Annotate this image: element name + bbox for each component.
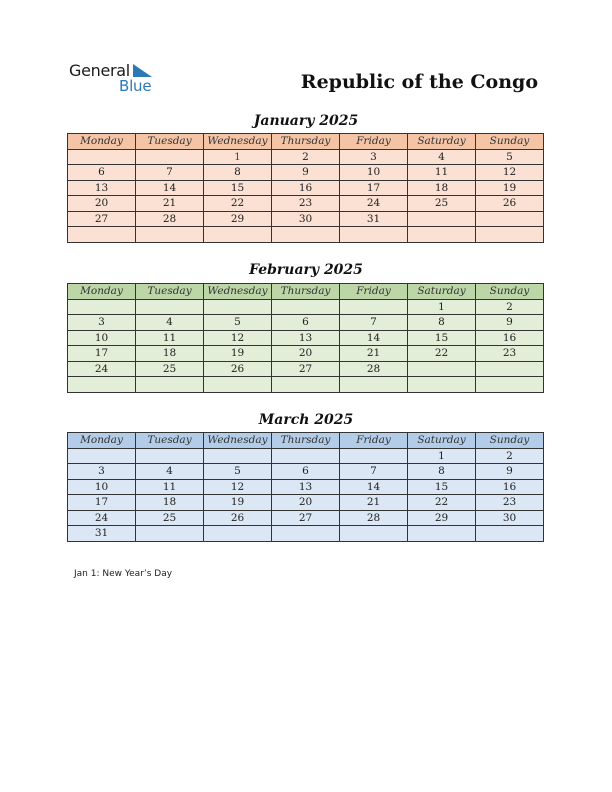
weekday-header: Monday (68, 284, 136, 300)
day-cell: 16 (272, 180, 340, 196)
day-cell: 12 (204, 330, 272, 346)
day-cell: 15 (408, 330, 476, 346)
day-cell: 22 (408, 346, 476, 362)
empty-day-cell (272, 377, 340, 393)
empty-day-cell (136, 448, 204, 464)
day-cell: 18 (136, 495, 204, 511)
week-row (68, 196, 544, 212)
day-cell: 25 (408, 196, 476, 212)
day-cell: 6 (272, 464, 340, 480)
weekday-header-row (68, 134, 544, 150)
day-cell: 4 (136, 464, 204, 480)
empty-day-cell (204, 299, 272, 315)
month-title-march: March 2025 (258, 412, 354, 428)
day-cell: 27 (68, 211, 136, 227)
day-cell: 29 (204, 211, 272, 227)
day-cell: 20 (272, 346, 340, 362)
week-row (68, 227, 544, 243)
day-cell: 20 (272, 495, 340, 511)
day-cell: 5 (204, 464, 272, 480)
day-cell: 7 (340, 315, 408, 331)
day-cell: 21 (340, 495, 408, 511)
day-cell: 1 (204, 149, 272, 165)
empty-day-cell (204, 377, 272, 393)
day-cell: 18 (136, 346, 204, 362)
day-cell: 19 (204, 495, 272, 511)
weekday-header: Friday (340, 433, 408, 449)
day-cell: 24 (68, 361, 136, 377)
day-cell: 10 (68, 479, 136, 495)
week-row (68, 377, 544, 393)
day-cell: 27 (272, 510, 340, 526)
day-cell: 24 (340, 196, 408, 212)
day-cell: 5 (476, 149, 544, 165)
empty-day-cell (68, 448, 136, 464)
empty-day-cell (272, 448, 340, 464)
empty-day-cell (408, 361, 476, 377)
day-cell: 21 (136, 196, 204, 212)
empty-day-cell (204, 227, 272, 243)
day-cell: 24 (68, 510, 136, 526)
day-cell: 7 (340, 464, 408, 480)
day-cell: 28 (340, 510, 408, 526)
empty-day-cell (408, 211, 476, 227)
day-cell: 30 (476, 510, 544, 526)
empty-day-cell (68, 227, 136, 243)
calendar-february (67, 283, 544, 393)
week-row (68, 346, 544, 362)
day-cell: 6 (68, 165, 136, 181)
empty-day-cell (272, 227, 340, 243)
empty-day-cell (272, 299, 340, 315)
day-cell: 17 (68, 495, 136, 511)
day-cell: 6 (272, 315, 340, 331)
day-cell: 20 (68, 196, 136, 212)
day-cell: 30 (272, 211, 340, 227)
weekday-header: Thursday (272, 433, 340, 449)
day-cell: 29 (408, 510, 476, 526)
week-row (68, 165, 544, 181)
weekday-header-row (68, 433, 544, 449)
day-cell: 10 (340, 165, 408, 181)
empty-day-cell (476, 227, 544, 243)
day-cell: 23 (476, 495, 544, 511)
day-cell: 13 (272, 330, 340, 346)
day-cell: 22 (408, 495, 476, 511)
weekday-header: Saturday (408, 134, 476, 150)
empty-day-cell (204, 448, 272, 464)
empty-day-cell (68, 377, 136, 393)
day-cell: 23 (476, 346, 544, 362)
day-cell: 11 (136, 479, 204, 495)
day-cell: 12 (204, 479, 272, 495)
day-cell: 8 (408, 464, 476, 480)
week-row (68, 526, 544, 542)
logo-triangle-icon (133, 64, 153, 78)
week-row (68, 211, 544, 227)
empty-day-cell (408, 526, 476, 542)
weekday-header: Sunday (476, 433, 544, 449)
empty-day-cell (136, 526, 204, 542)
day-cell: 16 (476, 479, 544, 495)
week-row (68, 448, 544, 464)
day-cell: 2 (272, 149, 340, 165)
day-cell: 2 (476, 299, 544, 315)
day-cell: 8 (408, 315, 476, 331)
empty-day-cell (340, 448, 408, 464)
empty-day-cell (340, 377, 408, 393)
weekday-header: Friday (340, 284, 408, 300)
weekday-header: Wednesday (204, 134, 272, 150)
empty-day-cell (136, 149, 204, 165)
day-cell: 23 (272, 196, 340, 212)
week-row (68, 180, 544, 196)
week-row (68, 479, 544, 495)
day-cell: 17 (340, 180, 408, 196)
weekday-header: Tuesday (136, 134, 204, 150)
week-row (68, 495, 544, 511)
day-cell: 26 (204, 361, 272, 377)
day-cell: 31 (68, 526, 136, 542)
day-cell: 4 (408, 149, 476, 165)
day-cell: 26 (204, 510, 272, 526)
month-title-january: January 2025 (253, 113, 359, 129)
day-cell: 28 (340, 361, 408, 377)
week-row (68, 299, 544, 315)
empty-day-cell (476, 361, 544, 377)
day-cell: 19 (476, 180, 544, 196)
weekday-header: Friday (340, 134, 408, 150)
day-cell: 5 (204, 315, 272, 331)
logo-general-text: General (69, 61, 130, 80)
day-cell: 12 (476, 165, 544, 181)
weekday-header: Sunday (476, 284, 544, 300)
day-cell: 31 (340, 211, 408, 227)
day-cell: 9 (476, 464, 544, 480)
empty-day-cell (340, 227, 408, 243)
empty-day-cell (136, 227, 204, 243)
empty-day-cell (136, 299, 204, 315)
weekday-header: Thursday (272, 284, 340, 300)
empty-day-cell (408, 377, 476, 393)
empty-day-cell (476, 377, 544, 393)
empty-day-cell (68, 149, 136, 165)
day-cell: 13 (272, 479, 340, 495)
weekday-header: Sunday (476, 134, 544, 150)
week-row (68, 361, 544, 377)
day-cell: 2 (476, 448, 544, 464)
day-cell: 8 (204, 165, 272, 181)
day-cell: 19 (204, 346, 272, 362)
day-cell: 11 (408, 165, 476, 181)
day-cell: 4 (136, 315, 204, 331)
week-row (68, 315, 544, 331)
empty-day-cell (408, 227, 476, 243)
empty-day-cell (340, 299, 408, 315)
day-cell: 21 (340, 346, 408, 362)
empty-day-cell (340, 526, 408, 542)
week-row (68, 464, 544, 480)
day-cell: 27 (272, 361, 340, 377)
day-cell: 9 (476, 315, 544, 331)
empty-day-cell (272, 526, 340, 542)
day-cell: 1 (408, 299, 476, 315)
day-cell: 16 (476, 330, 544, 346)
weekday-header: Saturday (408, 284, 476, 300)
empty-day-cell (476, 211, 544, 227)
logo (69, 61, 169, 97)
weekday-header: Monday (68, 433, 136, 449)
day-cell: 17 (68, 346, 136, 362)
empty-day-cell (136, 377, 204, 393)
day-cell: 25 (136, 510, 204, 526)
week-row (68, 149, 544, 165)
day-cell: 26 (476, 196, 544, 212)
weekday-header: Wednesday (204, 284, 272, 300)
day-cell: 11 (136, 330, 204, 346)
day-cell: 9 (272, 165, 340, 181)
logo-blue-text: Blue (119, 77, 152, 95)
week-row (68, 330, 544, 346)
day-cell: 18 (408, 180, 476, 196)
week-row (68, 510, 544, 526)
day-cell: 13 (68, 180, 136, 196)
holiday-note: Jan 1: New Year’s Day (74, 569, 173, 579)
day-cell: 10 (68, 330, 136, 346)
calendar-march (67, 432, 544, 542)
weekday-header: Saturday (408, 433, 476, 449)
weekday-header: Tuesday (136, 433, 204, 449)
day-cell: 25 (136, 361, 204, 377)
weekday-header: Wednesday (204, 433, 272, 449)
day-cell: 1 (408, 448, 476, 464)
day-cell: 22 (204, 196, 272, 212)
day-cell: 15 (204, 180, 272, 196)
day-cell: 14 (340, 479, 408, 495)
day-cell: 7 (136, 165, 204, 181)
day-cell: 15 (408, 479, 476, 495)
weekday-header: Tuesday (136, 284, 204, 300)
weekday-header: Monday (68, 134, 136, 150)
month-title-february: February 2025 (249, 262, 363, 278)
country-title: Republic of the Congo (300, 71, 538, 93)
day-cell: 3 (68, 315, 136, 331)
day-cell: 3 (340, 149, 408, 165)
weekday-header-row (68, 284, 544, 300)
calendar-january (67, 133, 544, 243)
day-cell: 3 (68, 464, 136, 480)
empty-day-cell (476, 526, 544, 542)
empty-day-cell (68, 299, 136, 315)
day-cell: 28 (136, 211, 204, 227)
empty-day-cell (204, 526, 272, 542)
day-cell: 14 (136, 180, 204, 196)
day-cell: 14 (340, 330, 408, 346)
weekday-header: Thursday (272, 134, 340, 150)
